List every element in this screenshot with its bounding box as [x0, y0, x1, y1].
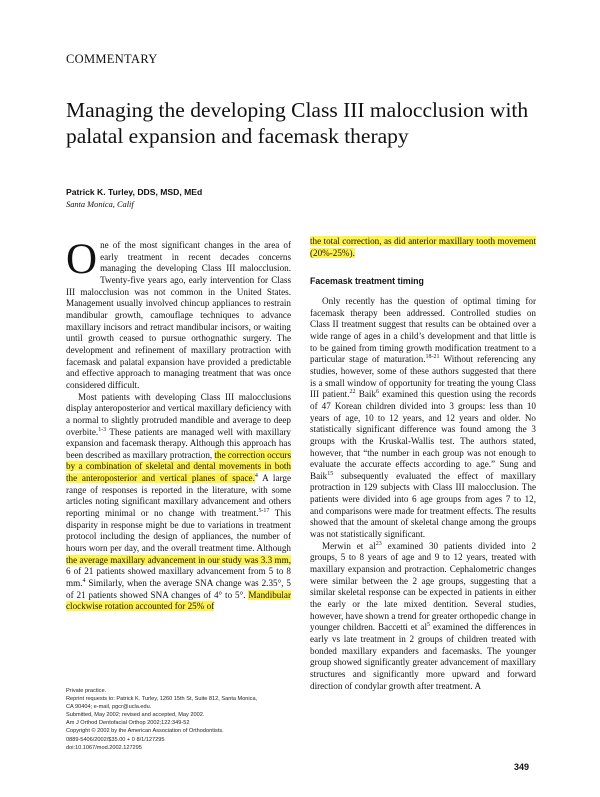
- continued-paragraph: [310, 236, 536, 259]
- body-paragraph: [66, 392, 291, 613]
- body-paragraph: [310, 296, 536, 541]
- footnote-copyright: Copyright © 2002 by the American Association of Orthodontists.: [66, 728, 224, 735]
- footnote-reprint-requests: Reprint requests to: Patrick K. Turley, 1260 15th St, Suite 812, Santa Monica,: [66, 696, 258, 703]
- page-number: 349: [514, 762, 530, 772]
- citation-ref: 5: [427, 622, 431, 629]
- citation-ref: 4: [82, 577, 86, 584]
- right-column: [310, 236, 536, 692]
- paragraph-text: Merwin et al: [322, 540, 376, 551]
- section-label: COMMENTARY: [66, 52, 158, 66]
- citation-ref: 5-17: [258, 508, 270, 515]
- left-column: [66, 236, 292, 613]
- paragraph-text: This disparity in response might be due to variations in treatment protocol including the design of appliances, the number of hours worn per day, and the overall treatment time. Although: [66, 508, 292, 554]
- footnote-issn: 0889-5406/2002/$35.00 + 0 8/1/127295: [66, 736, 165, 743]
- paragraph-text: Most patients with developing Class III malocclusions display anteroposterior and vertical maxillary deficiency with a normal to slightly protruded mandible and average to deep overbite.: [66, 391, 292, 437]
- article-footnotes: [66, 687, 298, 752]
- paragraph-text: subsequently evaluated the effect of maxillary protraction in 129 subjects with Class III malocclusion. The patients were divided into 6 age groups from ages 7 to 12, and comparisons were made for treatment effects. The results showed that the amount of skeletal change among the groups was not statistically significant.: [310, 470, 536, 540]
- citation-ref: 6: [376, 389, 380, 396]
- footnote-affiliation: Private practice.: [66, 688, 107, 694]
- author-location: Santa Monica, Calif: [66, 200, 134, 209]
- citation-ref: 15: [327, 470, 334, 477]
- citation-ref: 22: [349, 389, 356, 396]
- paragraph-text: examined the differences in early vs late treatment in 2 groups of children treated with bonded maxillary expanders and facemasks. The younger group showed significantly greater advancement of maxillary structures and significantly more upward and forward direction of condylar growth after treatment. A: [310, 622, 536, 691]
- section-heading: Facemask treatment timing: [310, 276, 424, 287]
- highlighted-text: the total correction, as did anterior maxillary tooth movement (20%-25%).: [310, 236, 536, 258]
- highlighted-text: the average maxillary advancement in our study was 3.3 mm,: [66, 554, 291, 565]
- paragraph-text: Only recently has the question of optimal timing for facemask therapy been addressed. Controlled studies on Class II treatment suggest that results can be obtained over a wide range of ages in a child’s development and that little is to be gained from timing growth modification treatment to a particular stage of maturation.: [310, 295, 536, 365]
- citation-ref: 4: [254, 473, 258, 480]
- article-title: Managing the developing Class III malocclusion with palatal expansion and facemask therapy: [66, 98, 529, 148]
- drop-cap: O: [66, 236, 98, 283]
- paragraph-text: Without referencing any studies, however, some of these authors suggested that there is a small window of opportunity for treating the young Class III patient.: [310, 354, 536, 400]
- paragraph-text: Similarly, when the average SNA change was 2.35°, 5 of 21 patients showed SNA changes of 4° to 5°.: [66, 578, 291, 600]
- opening-paragraph: [66, 236, 291, 392]
- citation-ref: 23: [375, 540, 382, 547]
- footnote-citation: Am J Orthod Dentofacial Orthop 2002;122:349-52: [66, 720, 190, 727]
- paragraph-text: Baik: [355, 389, 377, 400]
- citation-ref: 18-21: [425, 354, 440, 361]
- citation-ref: 1-3: [98, 426, 107, 433]
- paragraph-text: ne of the most significant changes in the area of early treatment in recent decades concerns managing the developing Class III malocclusion. Twenty-five years ago, early intervention for Class III malocclusion was not common in the United States. Management usually involved chincup appliances to restrain mandibular growth, camouflage techniques to advance maxillary incisors and retract mandibular incisors, or waiting until growth ceased to pursue orthognathic surgery. The development and refinement of maxillary protraction with facemask and palatal expansion have provided a predictable and effective approach to managing treatment that was once considered difficult.: [66, 240, 291, 390]
- paragraph-text: 6 of 21 patients showed maxillary advancement from 5 to 8 mm.: [66, 566, 291, 589]
- paragraph-text: examined 30 patients divided into 2 groups, 5 to 8 years of age and 9 to 12 years, treated with maxillary expansion and protraction. Cephalometric changes were similar between the 2 age groups, suggesting that a similar skeletal response can be expected in patients in either the early or the late mixed dentition. Several studies, however, have shown a trend for greater orthopedic change in younger children. Baccetti et al: [310, 540, 537, 633]
- footnote-address: CA 90404; e-mail, pgcr@ucla.edu.: [66, 704, 152, 711]
- paragraph-text: examined this question using the records of 47 Korean children divided into 3 groups: less than 10 years of age, 10 to 12 years, and 12 years and older. No statistically significant difference was found among the 3 groups with the Kruskal-Wallis test. The authors stated, however, that “the number in each group was not enough to evaluate the accurate effects according to age.” Sung and Baik: [310, 389, 536, 481]
- highlighted-text: Mandibular clockwise rotation accounted for 25% of: [66, 589, 291, 612]
- highlighted-text: the correction occurs by a combination of skeletal and dental movements in both the anteroposterior and vertical planes of space.: [66, 449, 291, 484]
- body-paragraph: [310, 541, 536, 693]
- author-line: Patrick K. Turley, DDS, MSD, MEd: [66, 187, 203, 197]
- footnote-submission: Submitted, May 2002; revised and accepted, May 2002.: [66, 712, 205, 719]
- paragraph-text: These patients are managed well with maxillary expansion and facemask therapy. Although this approach has been described as maxillary protraction,: [66, 426, 291, 460]
- footnote-doi: doi:10.1067/mod.2002.127295: [66, 744, 142, 751]
- paragraph-text: A large range of responses is reported in the literature, with some articles noting significant maxillary advancement and others reporting minimal or no change with treatment.: [66, 473, 292, 519]
